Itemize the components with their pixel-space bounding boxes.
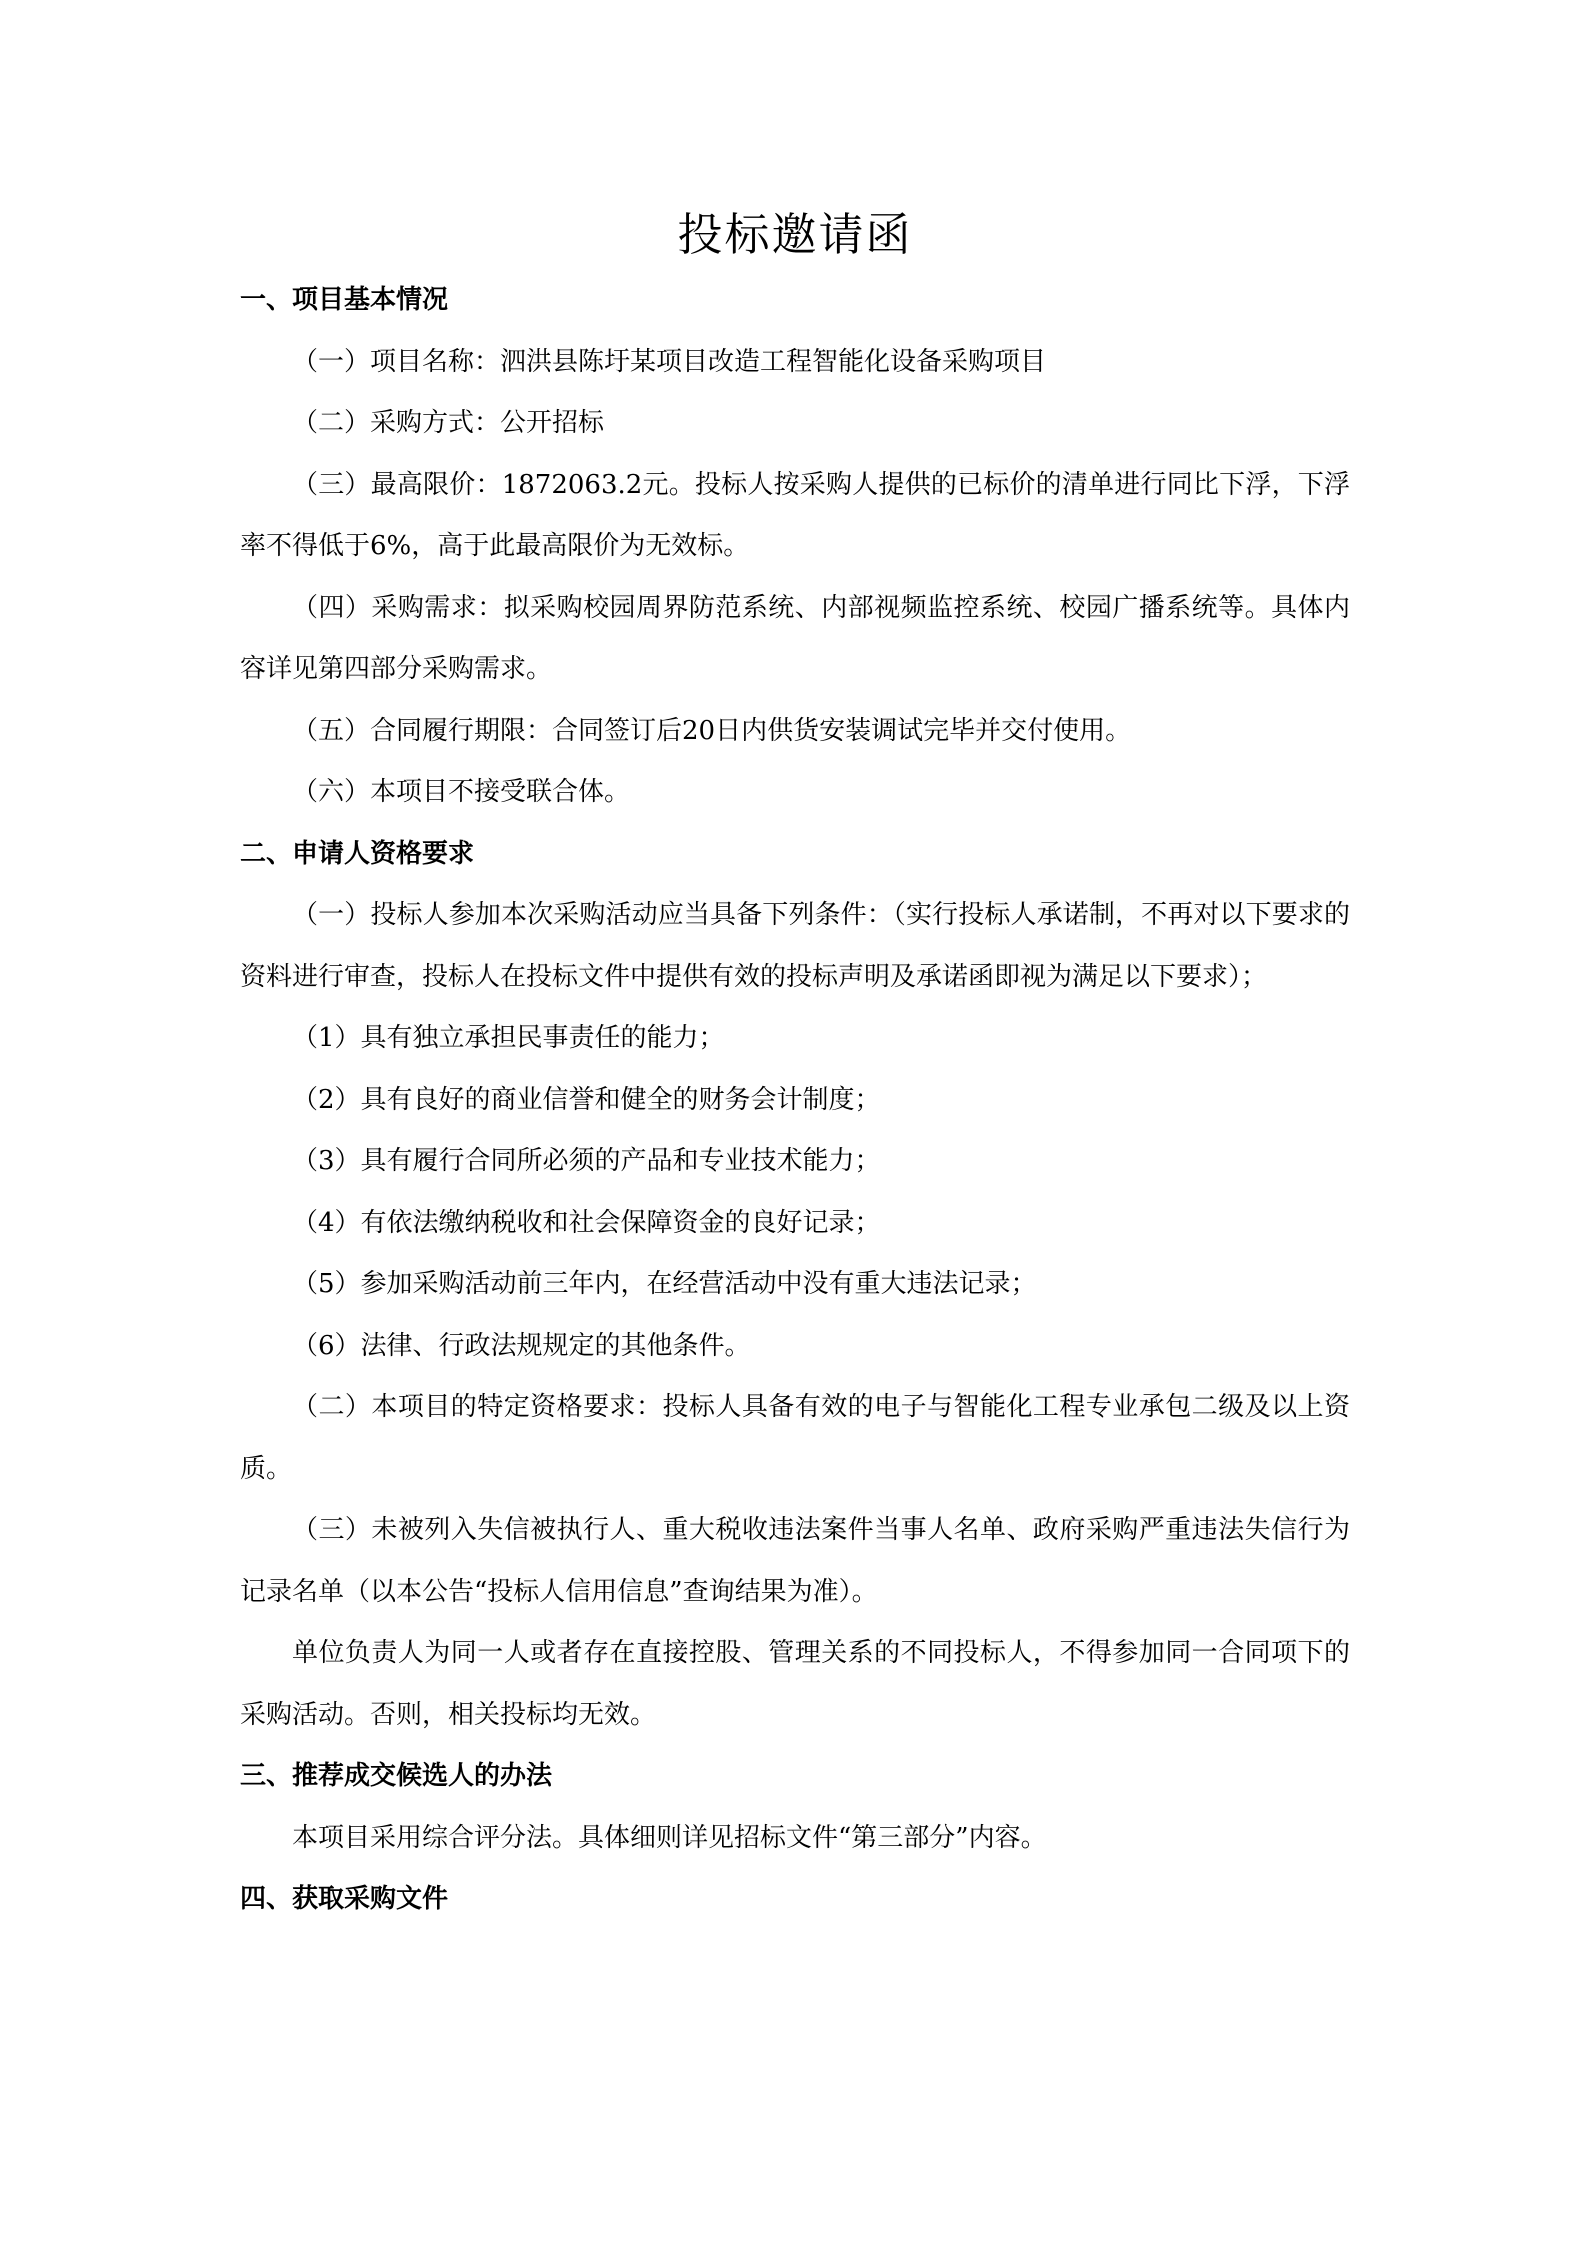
list-item-condition-1: （1）具有独立承担民事责任的能力； xyxy=(292,1023,725,1053)
paragraph-max-price: （三）最高限价：1872063.2元。投标人按采购人提供的已标价的清单进行同比下浮，下浮率不得低于6%，高于此最高限价为无效标。 xyxy=(240,469,1350,561)
paragraph-evaluation-method: 本项目采用综合评分法。具体细则详见招标文件“第三部分”内容。 xyxy=(292,1822,1047,1853)
paragraph-related-bidders: 单位负责人为同一人或者存在直接控股、管理关系的不同投标人，不得参加同一合同项下的采购活动。否则，相关投标均无效。 xyxy=(240,1638,1350,1730)
section-heading-project-info: 一、项目基本情况 xyxy=(240,285,449,315)
paragraph-procurement-needs: （四）采购需求：拟采购校园周界防范系统、内部视频监控系统、校园广播系统等。具体内容详见第四部分采购需求。 xyxy=(240,592,1350,684)
paragraph-procurement-method: （二）采购方式：公开招标 xyxy=(292,408,605,438)
list-item-condition-6: （6）法律、行政法规规定的其他条件。 xyxy=(292,1330,751,1361)
document-body xyxy=(240,200,1350,1931)
section-heading-obtain-documents: 四、获取采购文件 xyxy=(240,1884,449,1914)
list-item-condition-4: （4）有依法缴纳税收和社会保障资金的良好记录； xyxy=(292,1207,881,1238)
paragraph-no-consortium: （六）本项目不接受联合体。 xyxy=(292,777,631,807)
paragraph-credit-blacklist: （三）未被列入失信被执行人、重大税收违法案件当事人名单、政府采购严重违法失信行为记录名单（以本公告“投标人信用信息”查询结果为准）。 xyxy=(240,1515,1350,1607)
section-heading-evaluation-method: 三、推荐成交候选人的办法 xyxy=(240,1761,553,1791)
document-title: 投标邀请函 xyxy=(677,208,913,261)
list-item-condition-2: （2）具有良好的商业信誉和健全的财务会计制度； xyxy=(292,1084,881,1115)
section-heading-qualifications: 二、申请人资格要求 xyxy=(240,838,475,869)
paragraph-specific-qualification: （二）本项目的特定资格要求：投标人具备有效的电子与智能化工程专业承包二级及以上资质。 xyxy=(240,1392,1350,1484)
list-item-condition-5: （5）参加采购活动前三年内，在经营活动中没有重大违法记录； xyxy=(292,1269,1037,1299)
paragraph-bidder-conditions: （一）投标人参加本次采购活动应当具备下列条件：（实行投标人承诺制，不再对以下要求的资料进行审查，投标人在投标文件中提供有效的投标声明及承诺函即视为满足以下要求）； xyxy=(240,900,1350,992)
list-item-condition-3: （3）具有履行合同所必须的产品和专业技术能力； xyxy=(292,1146,881,1176)
paragraph-contract-period: （五）合同履行期限：合同签订后20日内供货安装调试完毕并交付使用。 xyxy=(292,715,1132,746)
paragraph-project-name: （一）项目名称：泗洪县陈圩某项目改造工程智能化设备采购项目 xyxy=(292,346,1047,377)
